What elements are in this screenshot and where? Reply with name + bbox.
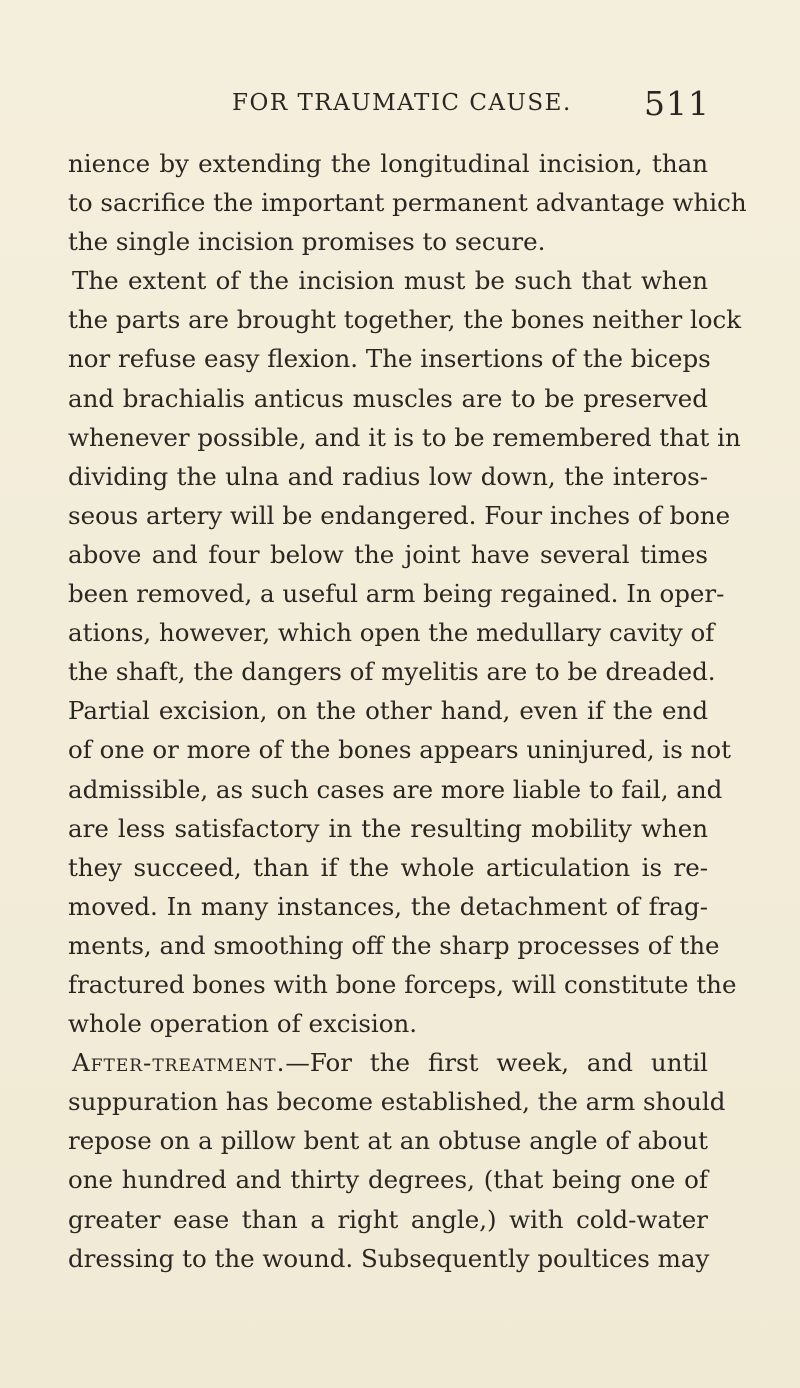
page-number: 511 bbox=[644, 84, 710, 123]
after-treatment-first-line bbox=[68, 1043, 708, 1082]
after-treatment-first-line-text: —For the first week, and until bbox=[285, 1048, 708, 1078]
text-line: whenever possible, and it is to be remembered that in bbox=[68, 422, 741, 452]
text-line: Partial excision, on the other hand, even if the end bbox=[68, 696, 708, 726]
text-line: nor refuse easy flexion. The insertions of the biceps bbox=[68, 344, 711, 374]
running-title: FOR TRAUMATIC CAUSE. bbox=[232, 90, 572, 116]
text-line: greater ease than a right angle,) with cold-water bbox=[68, 1204, 708, 1234]
text-line: to sacrifice the important permanent advantage which bbox=[68, 188, 747, 218]
text-line: are less satisfactory in the resulting mobility when bbox=[68, 813, 708, 843]
text-line: admissible, as such cases are more liable to fail, and bbox=[68, 774, 723, 804]
text-line: suppuration has become established, the arm should bbox=[68, 1087, 726, 1117]
text-line: The extent of the incision must be such that when bbox=[72, 266, 708, 296]
text-line: of one or more of the bones appears uninjured, is not bbox=[68, 735, 731, 765]
text-line: dressing to the wound. Subsequently poultices may bbox=[68, 1243, 710, 1273]
text-line: one hundred and thirty degrees, (that being one of bbox=[68, 1165, 708, 1195]
text-line: fractured bones with bone forceps, will constitute the bbox=[68, 969, 737, 999]
text-line: repose on a pillow bent at an obtuse angle of about bbox=[68, 1126, 708, 1156]
text-line: and brachialis anticus muscles are to be preserved bbox=[68, 383, 708, 413]
text-line: above and four below the joint have several times bbox=[68, 539, 708, 569]
text-line: seous artery will be endangered. Four inches of bone bbox=[68, 500, 731, 530]
running-header bbox=[0, 84, 800, 124]
text-line: dividing the ulna and radius low down, the interos- bbox=[68, 461, 708, 491]
body-text bbox=[68, 144, 747, 1278]
text-line: the shaft, the dangers of myelitis are to be dreaded. bbox=[68, 657, 716, 687]
text-line: nience by extending the longitudinal incision, than bbox=[68, 149, 708, 178]
text-line: ments, and smoothing off the sharp processes of the bbox=[68, 930, 720, 960]
text-line: the single incision promises to secure. bbox=[68, 227, 546, 257]
text-line: moved. In many instances, the detachment of frag- bbox=[68, 891, 708, 921]
text-line: they succeed, than if the whole articulation is re- bbox=[68, 852, 708, 882]
text-line: been removed, a useful arm being regained. In oper- bbox=[68, 579, 725, 609]
text-line: whole operation of excision. bbox=[68, 1009, 418, 1039]
after-treatment-heading: After-treatment. bbox=[72, 1048, 286, 1078]
text-line: ations, however, which open the medullary cavity of bbox=[68, 618, 715, 648]
text-line: the parts are brought together, the bones neither lock bbox=[68, 305, 742, 335]
